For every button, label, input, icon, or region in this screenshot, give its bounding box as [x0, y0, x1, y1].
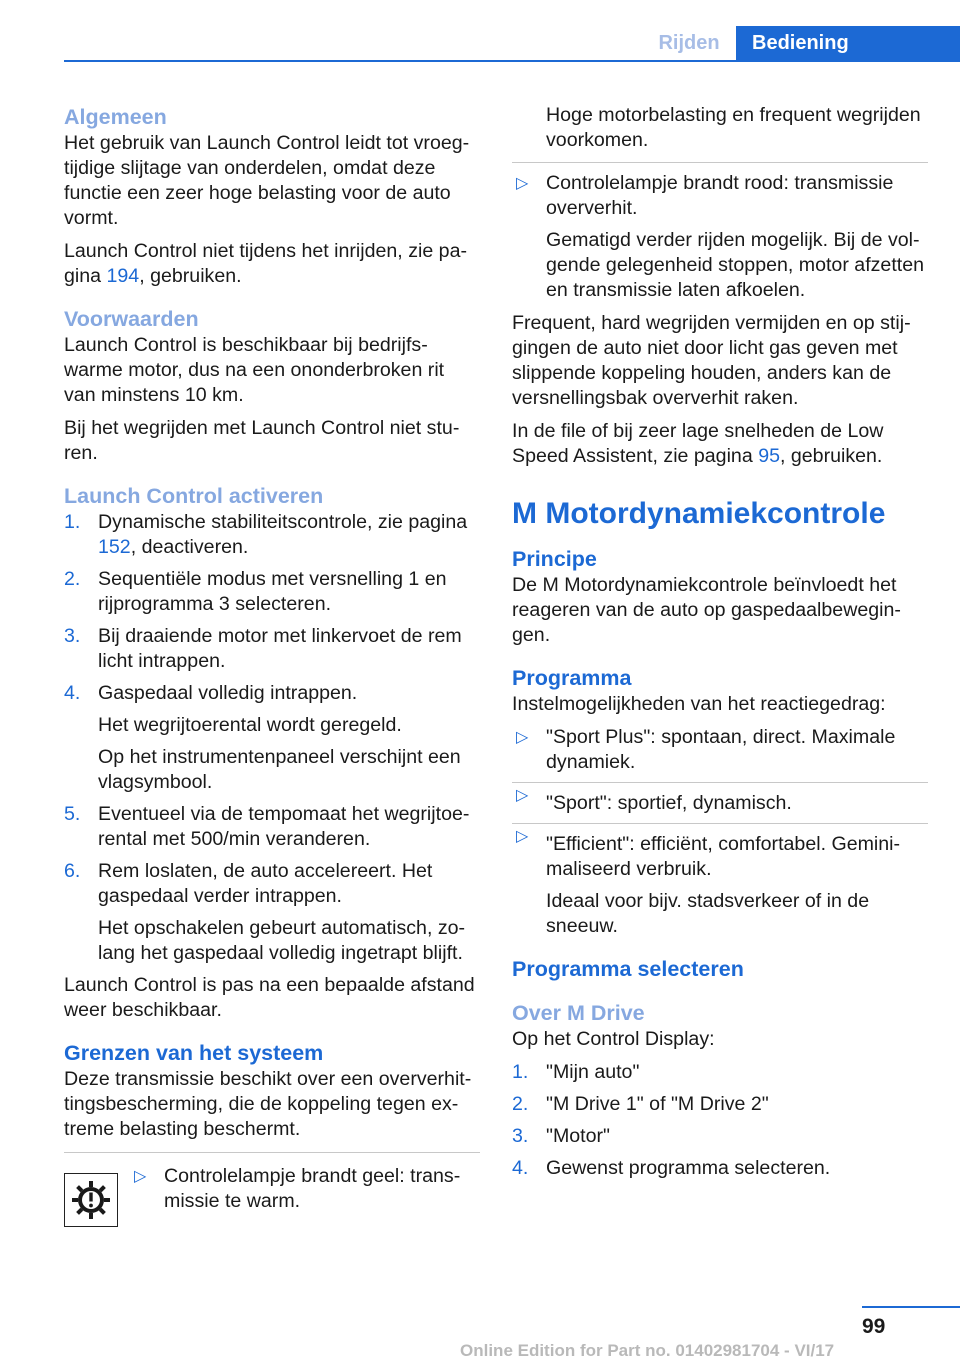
heading-principe: Principe — [512, 547, 597, 571]
list-item: 6. Rem loslaten, de auto accelereert. Het gaspedaal verder intrappen. Het opschakelen gebeurt automatisch, zolang het gaspedaal volledig ingetrapt blijft. — [64, 859, 480, 966]
voorwaarden-paragraph-1: Launch Control is beschikbaar bij bedrijfswarme motor, dus na een ononderbroken rit van minstens 10 km. — [64, 334, 445, 406]
list-item: ▷ "Efficient": efficiënt, comfortabel. Geminimaliseerd verbruik. Ideaal voor bijv. stadsverkeer of in de sneeuw. — [512, 823, 928, 939]
file-paragraph: In de file of bij zeer lage snelheden de Low Speed Assistent, zie pagina 95, gebruiken. — [512, 420, 884, 467]
step-note: Het wegrijtoerental wordt geregeld. — [98, 714, 402, 736]
right-column — [512, 103, 928, 1188]
list-item: 2. Sequentiële modus met versnelling 1 en rijprogramma 3 selecteren. — [64, 568, 447, 615]
activation-steps — [64, 510, 480, 966]
heading-voorwaarden: Voorwaarden — [64, 307, 199, 331]
heading-algemeen: Algemeen — [64, 105, 167, 129]
algemeen-paragraph-1: Het gebruik van Launch Control leidt tot vroegtijdige slijtage van onderdelen, omdat deze functie een zeer hoge belasting voor de auto vormt. — [64, 132, 470, 229]
list-item: ▷ "Sport Plus": spontaan, direct. Maximale dynamiek. — [516, 726, 896, 773]
list-item: 3. Bij draaiende motor met linkervoet de rem licht intrappen. — [64, 625, 462, 672]
footer-rule — [862, 1306, 960, 1308]
heading-m-motordynamiekcontrole: M Motordynamiekcontrole — [512, 497, 886, 530]
tab-bediening[interactable]: Bediening — [736, 26, 960, 62]
red-warning-note: Gematigd verder rijden mogelijk. Bij de volgende gelegenheid stoppen, motor afzetten en transmissie laten afkoelen. — [546, 229, 925, 301]
footer-edition: Online Edition for Part no. 01402981704 - VI/17 — [460, 1341, 835, 1360]
heading-programma: Programma — [512, 666, 632, 690]
list-item: 2. "M Drive 1" of "M Drive 2" — [512, 1093, 769, 1115]
red-warning-list — [512, 171, 928, 303]
list-item: 4. Gewenst programma selecteren. — [512, 1157, 831, 1179]
triangle-bullet-icon: ▷ — [516, 175, 529, 192]
page-link-95[interactable]: 95 — [758, 445, 780, 467]
triangle-bullet-icon: ▷ — [516, 787, 529, 804]
warning-item-yellow: ▷ Controlelampje brandt geel: transmissie te warm. — [134, 1165, 461, 1212]
tab-rijden[interactable]: Rijden — [658, 32, 720, 54]
heading-programma-selecteren: Programma selecteren — [512, 957, 744, 981]
triangle-bullet-icon: ▷ — [516, 729, 529, 746]
transmission-gear-warning-icon — [64, 1173, 118, 1227]
voorwaarden-paragraph-2: Bij het wegrijden met Launch Control niet sturen. — [64, 417, 460, 464]
frequent-paragraph: Frequent, hard wegrijden vermijden en op stijgingen de auto niet door licht gas geven met slippende koppeling houden, anders kan de versnellingsbak oververhit raken. — [512, 312, 911, 409]
list-item: ▷ Controlelampje brandt rood: transmissie oververhit. Gematigd verder rijden mogelijk. Bij de volgende gelegenheid stoppen, motor afzetten en transmissie laten afkoelen. — [512, 171, 928, 303]
list-item: ▷ "Sport": sportief, dynamisch. — [512, 782, 928, 816]
heading-launch-control-activeren: Launch Control activeren — [64, 484, 324, 508]
warning-box — [64, 1152, 480, 1226]
mode-list — [512, 725, 928, 939]
heading-over-m-drive: Over M Drive — [512, 1001, 645, 1025]
after-steps-paragraph: Launch Control is pas na een bepaalde afstand weer beschikbaar. — [64, 974, 475, 1021]
programma-paragraph: Instelmogelijkheden van het reactiegedrag: — [512, 693, 886, 715]
page-link-194[interactable]: 194 — [106, 265, 140, 287]
list-item: 3. "Motor" — [512, 1125, 610, 1147]
list-item: 1. "Mijn auto" — [512, 1061, 640, 1083]
step-note: Het opschakelen gebeurt automatisch, zolang het gaspedaal volledig ingetrapt blijft. — [98, 917, 466, 964]
heading-grenzen: Grenzen van het systeem — [64, 1041, 324, 1065]
algemeen-paragraph-2: Launch Control niet tijdens het inrijden, zie pagina 194, gebruiken. — [64, 240, 468, 287]
triangle-bullet-icon: ▷ — [134, 1168, 147, 1185]
triangle-bullet-icon: ▷ — [516, 828, 529, 845]
principe-paragraph: De M Motordynamiekcontrole beïnvloedt het reageren van de auto op gaspedaalbewegingen. — [512, 574, 901, 646]
grenzen-paragraph: Deze transmissie beschikt over een oververhittingsbescherming, die de koppeling tegen extreme belasting beschermt. — [64, 1068, 472, 1140]
left-column — [64, 103, 480, 1226]
step-note: Op het instrumentenpaneel verschijnt een vlagsymbool. — [98, 746, 461, 793]
list-item: 4. Gaspedaal volledig intrappen. Het wegrijtoerental wordt geregeld. Op het instrumentenpaneel verschijnt een vlagsymbool. — [64, 681, 480, 795]
warning-continuation: Hoge motorbelasting en frequent wegrijden voorkomen. — [512, 103, 928, 163]
list-item: 1. Dynamische stabiliteitscontrole, zie pagina 152, deactiveren. — [64, 511, 468, 558]
selection-steps — [512, 1060, 928, 1181]
over-m-drive-paragraph: Op het Control Display: — [512, 1028, 715, 1050]
mode-note: Ideaal voor bijv. stadsverkeer of in de sneeuw. — [546, 890, 870, 937]
list-item: 5. Eventueel via de tempomaat het wegrijtoerental met 500/min veranderen. — [64, 803, 470, 850]
page-number: 99 — [862, 1315, 886, 1338]
page-link-152[interactable]: 152 — [98, 536, 131, 558]
